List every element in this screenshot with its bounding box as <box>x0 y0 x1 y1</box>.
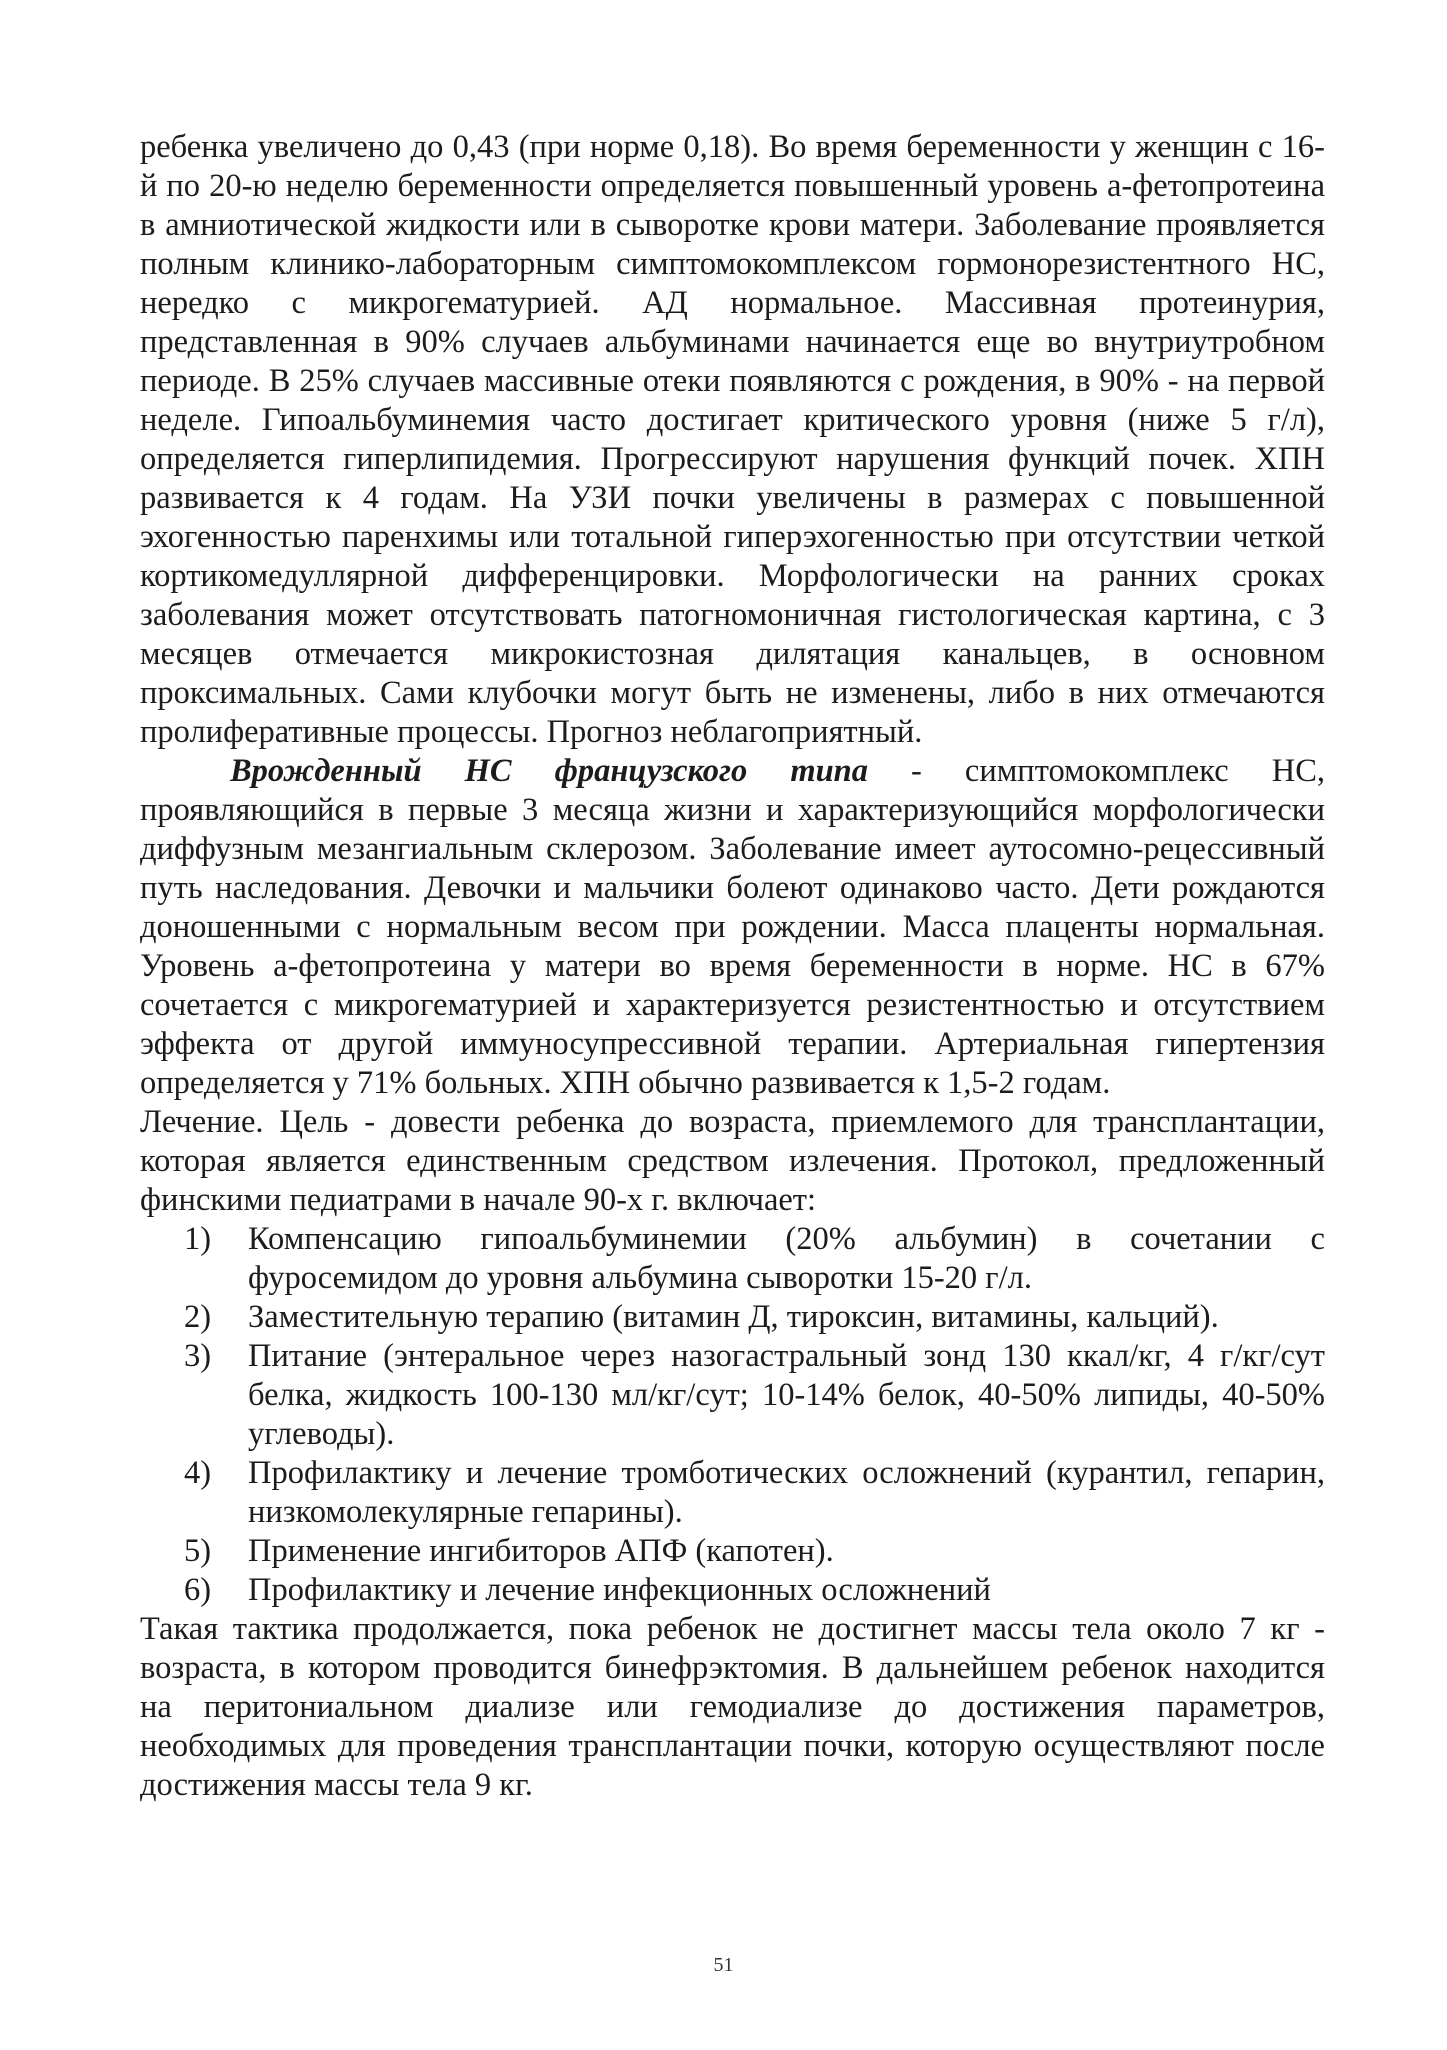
list-item-text: Питание (энтеральное через назогастральный зонд 130 ккал/кг, 4 г/кг/сут белка, жидкость 100-130 мл/кг/сут; 10-14% белок, 40-50% липиды, 40-50% углеводы). <box>248 1338 1325 1452</box>
treatment-list <box>140 1220 1325 1610</box>
list-item <box>140 1571 1325 1610</box>
page-number: 51 <box>713 1954 734 1976</box>
paragraph-french-type-text: - симптомокомплекс НС, проявляющийся в первые 3 месяца жизни и характеризующийся морфологически диффузным мезангиальным склерозом. Заболевание имеет аутосомно-рецессивный путь наследования. Девочки и мальчики болеют одинаково часто. Дети рождаются доношенными с нормальным весом при рождении. Масса плаценты нормальная. Уровень а-фетопротеина у матери во время беременности в норме. НС в 67% сочетается с микрогематурией и характеризуется резистентностью и отсутствием эффекта от другой иммуносупрессивной терапии. Артериальная гипертензия определяется у 71% больных. ХПН обычно развивается к 1,5-2 годам. <box>140 753 1325 1101</box>
list-item-text: Применение ингибиторов АПФ (капотен). <box>248 1533 834 1569</box>
list-item-number: 4) <box>184 1455 212 1491</box>
document-page <box>140 128 1325 1805</box>
list-item <box>140 1532 1325 1571</box>
list-item-number: 5) <box>184 1533 212 1569</box>
list-item <box>140 1220 1325 1298</box>
term-french-type: Врожденный НС французского типа <box>230 753 869 789</box>
list-item-number: 3) <box>184 1338 212 1374</box>
list-item-number: 2) <box>184 1299 212 1335</box>
paragraph-french-type <box>140 752 1325 1103</box>
list-item-text: Компенсацию гипоальбуминемии (20% альбумин) в сочетании с фуросемидом до уровня альбумина сыворотки 15-20 г/л. <box>248 1221 1325 1296</box>
list-item-text: Заместительную терапию (витамин Д, тироксин, витамины, кальций). <box>248 1299 1219 1335</box>
list-item-number: 6) <box>184 1572 212 1608</box>
list-item-text: Профилактику и лечение тромботических осложнений (курантил, гепарин, низкомолекулярные гепарины). <box>248 1455 1325 1530</box>
list-item <box>140 1337 1325 1454</box>
list-item-text: Профилактику и лечение инфекционных осложнений <box>248 1572 991 1608</box>
paragraph-prognosis: ребенка увеличено до 0,43 (при норме 0,18). Во время беременности у женщин с 16-й по 20-ю неделю беременности определяется повышенный уровень а-фетопротеина в амниотической жидкости или в сыворотке крови матери. Заболевание проявляется полным клинико-лабораторным симптомокомплексом гормонорезистентного НС, нередко с микрогематурией. АД нормальное. Массивная протеинурия, представленная в 90% случаев альбуминами начинается еще во внутриутробном периоде. В 25% случаев массивные отеки появляются с рождения, в 90% - на первой неделе. Гипоальбуминемия часто достигает критического уровня (ниже 5 г/л), определяется гиперлипидемия. Прогрессируют нарушения функций почек. ХПН развивается к 4 годам. На УЗИ почки увеличены в размерах с повышенной эхогенностью паренхимы или тотальной гиперэхогенностью при отсутствии четкой кортикомедуллярной дифференцировки. Морфологически на ранних сроках заболевания может отсутствовать патогномоничная гистологическая картина, с 3 месяцев отмечается микрокистозная дилятация канальцев, в основном проксимальных. Сами клубочки могут быть не изменены, либо в них отмечаются пролиферативные процессы. Прогноз неблагоприятный. <box>140 129 1325 750</box>
paragraph-treatment-intro: Лечение. Цель - довести ребенка до возраста, приемлемого для трансплантации, которая является единственным средством излечения. Протокол, предложенный финскими педиатрами в начале 90-х г. включает: <box>140 1104 1325 1218</box>
list-item <box>140 1298 1325 1337</box>
list-item <box>140 1454 1325 1532</box>
list-item-number: 1) <box>184 1221 212 1257</box>
paragraph-tactics: Такая тактика продолжается, пока ребенок не достигнет массы тела около 7 кг - возраста, в котором проводится бинефрэктомия. В дальнейшем ребенок находится на перитониальном диализе или гемодиализе до достижения параметров, необходимых для проведения трансплантации почки, которую осуществляют после достижения массы тела 9 кг. <box>140 1611 1325 1803</box>
